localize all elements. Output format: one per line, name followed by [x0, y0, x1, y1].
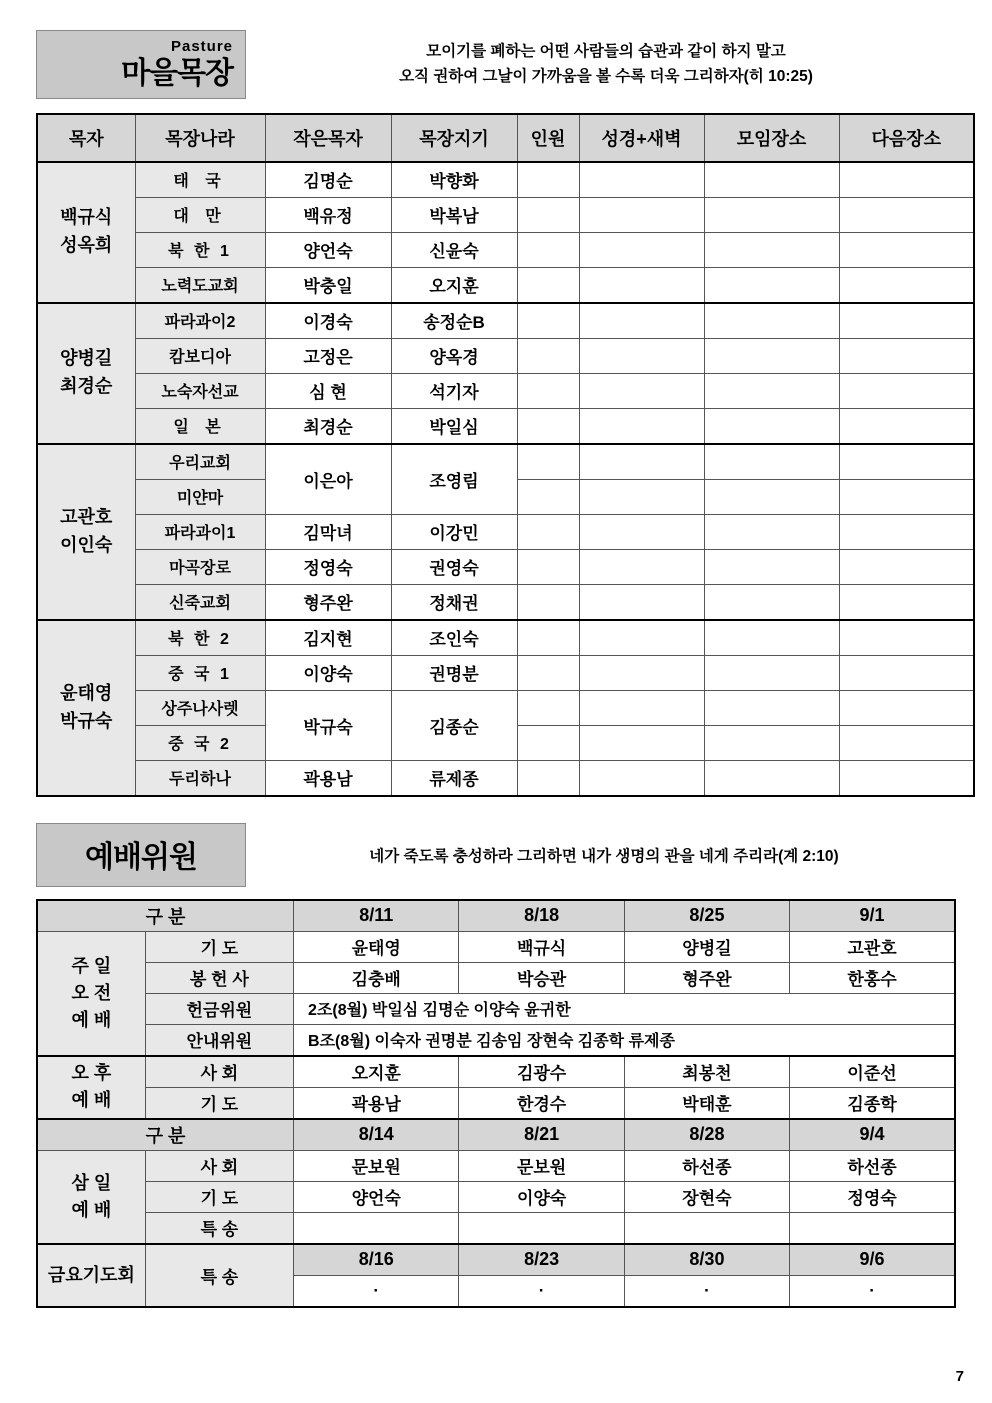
meeting-place-cell[interactable]	[704, 232, 839, 267]
cell: 곽용남	[294, 1087, 459, 1119]
meeting-place-cell[interactable]	[704, 760, 839, 796]
meeting-place-cell[interactable]	[704, 444, 839, 480]
bible-cell[interactable]	[579, 655, 704, 690]
table-row	[37, 408, 974, 444]
small-pastor-cell: 이경숙	[265, 303, 391, 339]
next-place-cell[interactable]	[839, 408, 974, 444]
next-place-cell[interactable]	[839, 620, 974, 656]
meeting-place-cell[interactable]	[704, 549, 839, 584]
bible-cell[interactable]	[579, 267, 704, 303]
table-row	[37, 993, 955, 1024]
table-row	[37, 584, 974, 620]
meeting-place-cell[interactable]	[704, 655, 839, 690]
pasture-section-header	[36, 30, 956, 99]
pastor-name-1: 고관호	[60, 506, 113, 527]
label-line-2: 예 배	[71, 1199, 112, 1220]
count-cell[interactable]	[517, 162, 579, 198]
cell: 양언숙	[294, 1181, 459, 1212]
meeting-place-cell[interactable]	[704, 690, 839, 725]
pastor-name-2: 최경순	[60, 376, 113, 396]
cell: 하선종	[790, 1150, 955, 1181]
count-cell[interactable]	[517, 725, 579, 760]
cell: 김충배	[294, 962, 459, 993]
label-line-3: 예 배	[71, 1009, 112, 1030]
small-pastor-cell: 심 현	[265, 373, 391, 408]
cell: 문보원	[294, 1150, 459, 1181]
meeting-place-cell[interactable]	[704, 338, 839, 373]
worship-date-header-row-c	[37, 1244, 955, 1276]
worship-date-header-row-a	[37, 900, 955, 932]
small-pastor-cell: 박규숙	[265, 690, 391, 760]
cell: 김광수	[459, 1056, 624, 1088]
table-row	[37, 655, 974, 690]
country-cell: 북 한 2	[135, 620, 265, 656]
country-cell: 캄보디아	[135, 338, 265, 373]
worship-title-ko: 예배위원	[85, 840, 197, 874]
cell: 정영숙	[790, 1181, 955, 1212]
bible-cell[interactable]	[579, 162, 704, 198]
next-place-cell[interactable]	[839, 197, 974, 232]
country-cell: 대 만	[135, 197, 265, 232]
cell: ·	[790, 1275, 955, 1307]
label-line-1: 주 일	[71, 955, 112, 976]
table-row	[37, 931, 955, 962]
sunday-afternoon-block-label	[37, 1056, 145, 1119]
cell: 최봉천	[624, 1056, 789, 1088]
keeper-cell: 박향화	[391, 162, 517, 198]
keeper-cell: 이강민	[391, 514, 517, 549]
col-count: 인원	[517, 114, 579, 162]
meeting-place-cell[interactable]	[704, 620, 839, 656]
date-header-b-1: 8/21	[459, 1119, 624, 1151]
table-row	[37, 549, 974, 584]
bible-cell[interactable]	[579, 725, 704, 760]
meeting-place-cell[interactable]	[704, 162, 839, 198]
country-cell: 상주나사렛	[135, 690, 265, 725]
bible-cell[interactable]	[579, 197, 704, 232]
table-row	[37, 1087, 955, 1119]
keeper-cell: 권명분	[391, 655, 517, 690]
count-cell[interactable]	[517, 760, 579, 796]
col-keeper: 목장지기	[391, 114, 517, 162]
count-cell[interactable]	[517, 655, 579, 690]
meeting-place-cell[interactable]	[704, 725, 839, 760]
keeper-cell: 신윤숙	[391, 232, 517, 267]
table-row	[37, 373, 974, 408]
pastor-cell	[37, 303, 135, 444]
country-cell: 노력도교회	[135, 267, 265, 303]
country-cell: 노숙자선교	[135, 373, 265, 408]
table-row	[37, 962, 955, 993]
cell[interactable]	[790, 1212, 955, 1244]
small-pastor-cell: 김명순	[265, 162, 391, 198]
cell: 백규식	[459, 931, 624, 962]
date-header-0: 8/11	[294, 900, 459, 932]
keeper-cell: 오지훈	[391, 267, 517, 303]
pastor-cell	[37, 620, 135, 796]
bible-cell[interactable]	[579, 373, 704, 408]
cell: 양병길	[624, 931, 789, 962]
cell: 이준선	[790, 1056, 955, 1088]
count-cell[interactable]	[517, 620, 579, 656]
small-pastor-cell: 박충일	[265, 267, 391, 303]
bible-cell[interactable]	[579, 479, 704, 514]
count-cell[interactable]	[517, 549, 579, 584]
pastor-name-1: 백규식	[60, 207, 113, 228]
cell: 박태훈	[624, 1087, 789, 1119]
col-small-pastor: 작은목자	[265, 114, 391, 162]
row-label-moderator: 사 회	[145, 1056, 293, 1088]
worship-verse: 네가 죽도록 충성하라 그리하면 내가 생명의 관을 네게 주리라(계 2:10)	[369, 847, 839, 865]
table-row	[37, 514, 974, 549]
row-label-moderator: 사 회	[145, 1150, 293, 1181]
row-label-prayer: 기 도	[145, 931, 293, 962]
date-header-b-2: 8/28	[624, 1119, 789, 1151]
bible-cell[interactable]	[579, 232, 704, 267]
date-header-c-2: 8/30	[624, 1244, 789, 1276]
pastor-cell	[37, 444, 135, 620]
next-place-cell[interactable]	[839, 444, 974, 480]
small-pastor-cell: 김막녀	[265, 514, 391, 549]
count-cell[interactable]	[517, 584, 579, 620]
country-cell: 마곡장로	[135, 549, 265, 584]
row-label-prayer: 기 도	[145, 1181, 293, 1212]
count-cell[interactable]	[517, 444, 579, 480]
sunday-morning-block-label	[37, 931, 145, 1056]
col-bible-dawn: 성경+새벽	[579, 114, 704, 162]
small-pastor-cell: 최경순	[265, 408, 391, 444]
pasture-table	[36, 113, 975, 797]
count-cell[interactable]	[517, 197, 579, 232]
date-header-b-3: 9/4	[790, 1119, 955, 1151]
bible-cell[interactable]	[579, 760, 704, 796]
table-row	[37, 1212, 955, 1244]
keeper-cell: 송정순B	[391, 303, 517, 339]
label-line-1: 오 후	[71, 1063, 112, 1083]
small-pastor-cell: 정영숙	[265, 549, 391, 584]
cell: 하선종	[624, 1150, 789, 1181]
meeting-place-cell[interactable]	[704, 514, 839, 549]
pastor-name-1: 윤태영	[60, 682, 113, 703]
country-cell: 중 국 1	[135, 655, 265, 690]
table-row	[37, 1024, 955, 1056]
pasture-title-box	[36, 30, 246, 99]
meeting-place-cell[interactable]	[704, 267, 839, 303]
row-label-offering-speech: 봉 헌 사	[145, 962, 293, 993]
country-cell: 북 한 1	[135, 232, 265, 267]
cell: 고관호	[790, 931, 955, 962]
cell: 문보원	[459, 1150, 624, 1181]
col-pastor: 목자	[37, 114, 135, 162]
pastor-name-2: 성옥희	[60, 235, 113, 255]
row-label-special-song: 특 송	[145, 1212, 293, 1244]
small-pastor-cell: 고정은	[265, 338, 391, 373]
next-place-cell[interactable]	[839, 549, 974, 584]
table-row	[37, 162, 974, 198]
meeting-place-cell[interactable]	[704, 479, 839, 514]
next-place-cell[interactable]	[839, 690, 974, 725]
meeting-place-cell[interactable]	[704, 584, 839, 620]
count-cell[interactable]	[517, 479, 579, 514]
section-label-header-b: 구 분	[37, 1119, 294, 1151]
next-place-cell[interactable]	[839, 373, 974, 408]
bible-cell[interactable]	[579, 620, 704, 656]
next-place-cell[interactable]	[839, 725, 974, 760]
table-row	[37, 197, 974, 232]
col-meeting-place: 모임장소	[704, 114, 839, 162]
next-place-cell[interactable]	[839, 338, 974, 373]
table-row	[37, 620, 974, 656]
next-place-cell[interactable]	[839, 584, 974, 620]
date-header-c-0: 8/16	[294, 1244, 459, 1276]
cell[interactable]	[459, 1212, 624, 1244]
table-row	[37, 760, 974, 796]
keeper-cell: 박복남	[391, 197, 517, 232]
small-pastor-cell: 형주완	[265, 584, 391, 620]
bible-cell[interactable]	[579, 514, 704, 549]
small-pastor-cell: 곽용남	[265, 760, 391, 796]
small-pastor-cell: 이은아	[265, 444, 391, 515]
cell: 박승관	[459, 962, 624, 993]
country-cell: 미얀마	[135, 479, 265, 514]
count-cell[interactable]	[517, 267, 579, 303]
cell: 윤태영	[294, 931, 459, 962]
cell: 장현숙	[624, 1181, 789, 1212]
bible-cell[interactable]	[579, 444, 704, 480]
keeper-cell: 류제종	[391, 760, 517, 796]
cell[interactable]	[624, 1212, 789, 1244]
keeper-cell: 권영숙	[391, 549, 517, 584]
worship-title-box	[36, 823, 246, 887]
label-line-1: 삼 일	[71, 1172, 112, 1193]
count-cell[interactable]	[517, 690, 579, 725]
row-label-usher-committee: 안내위원	[145, 1024, 293, 1056]
table-row	[37, 1181, 955, 1212]
worship-committee-table	[36, 899, 956, 1308]
pasture-table-body	[37, 162, 974, 796]
keeper-cell: 석기자	[391, 373, 517, 408]
count-cell[interactable]	[517, 373, 579, 408]
meeting-place-cell[interactable]	[704, 408, 839, 444]
count-cell[interactable]	[517, 338, 579, 373]
cell: 오지훈	[294, 1056, 459, 1088]
col-country: 목장나라	[135, 114, 265, 162]
date-header-c-1: 8/23	[459, 1244, 624, 1276]
table-row	[37, 232, 974, 267]
table-header-row	[37, 114, 974, 162]
cell: ·	[459, 1275, 624, 1307]
col-next-place: 다음장소	[839, 114, 974, 162]
table-row	[37, 303, 974, 339]
meeting-place-cell[interactable]	[704, 373, 839, 408]
row-label-prayer: 기 도	[145, 1087, 293, 1119]
count-cell[interactable]	[517, 408, 579, 444]
row-label-offering-committee: 헌금위원	[145, 993, 293, 1024]
table-row	[37, 267, 974, 303]
count-cell[interactable]	[517, 514, 579, 549]
keeper-cell: 정채권	[391, 584, 517, 620]
friday-block-label: 금요기도회	[37, 1244, 145, 1307]
country-cell: 두리하나	[135, 760, 265, 796]
bible-cell[interactable]	[579, 338, 704, 373]
meeting-place-cell[interactable]	[704, 197, 839, 232]
pasture-verse	[246, 30, 956, 99]
pasture-title-ko: 마을목장	[121, 56, 233, 90]
cell: ·	[294, 1275, 459, 1307]
next-place-cell[interactable]	[839, 303, 974, 339]
count-cell[interactable]	[517, 303, 579, 339]
keeper-cell: 김종순	[391, 690, 517, 760]
next-place-cell[interactable]	[839, 479, 974, 514]
row-label-special-song: 특 송	[145, 1244, 293, 1307]
next-place-cell[interactable]	[839, 162, 974, 198]
table-row	[37, 1150, 955, 1181]
cell: 이양숙	[459, 1181, 624, 1212]
cell: 한홍수	[790, 962, 955, 993]
meeting-place-cell[interactable]	[704, 303, 839, 339]
usher-committee-members: B조(8월) 이숙자 권명분 김송임 장현숙 김종학 류제종	[294, 1024, 955, 1056]
table-row	[37, 1056, 955, 1088]
keeper-cell: 박일심	[391, 408, 517, 444]
cell: 김종학	[790, 1087, 955, 1119]
label-line-2: 예 배	[71, 1090, 112, 1110]
next-place-cell[interactable]	[839, 655, 974, 690]
page-number: 7	[955, 1368, 964, 1385]
bible-cell[interactable]	[579, 690, 704, 725]
table-row	[37, 338, 974, 373]
pastor-cell	[37, 162, 135, 303]
country-cell: 우리교회	[135, 444, 265, 480]
country-cell: 신죽교회	[135, 584, 265, 620]
worship-date-header-row-b	[37, 1119, 955, 1151]
keeper-cell: 조영림	[391, 444, 517, 515]
count-cell[interactable]	[517, 232, 579, 267]
keeper-cell: 양옥경	[391, 338, 517, 373]
pastor-name-1: 양병길	[60, 348, 113, 369]
cell: ·	[624, 1275, 789, 1307]
worship-section-header	[36, 823, 956, 887]
date-header-2: 8/25	[624, 900, 789, 932]
country-cell: 파라과이2	[135, 303, 265, 339]
offering-committee-members: 2조(8월) 박일심 김명순 이양숙 윤귀한	[294, 993, 955, 1024]
date-header-b-0: 8/14	[294, 1119, 459, 1151]
pastor-name-2: 이인숙	[60, 534, 113, 555]
keeper-cell: 조인숙	[391, 620, 517, 656]
next-place-cell[interactable]	[839, 760, 974, 796]
country-cell: 파라과이1	[135, 514, 265, 549]
country-cell: 일 본	[135, 408, 265, 444]
section-label-header: 구 분	[37, 900, 294, 932]
bible-cell[interactable]	[579, 408, 704, 444]
date-header-1: 8/18	[459, 900, 624, 932]
small-pastor-cell: 백유정	[265, 197, 391, 232]
date-header-c-3: 9/6	[790, 1244, 955, 1276]
bible-cell[interactable]	[579, 549, 704, 584]
cell[interactable]	[294, 1212, 459, 1244]
next-place-cell[interactable]	[839, 232, 974, 267]
wednesday-block-label	[37, 1150, 145, 1244]
small-pastor-cell: 이양숙	[265, 655, 391, 690]
small-pastor-cell: 양언숙	[265, 232, 391, 267]
cell: 형주완	[624, 962, 789, 993]
pasture-title-en: Pasture	[170, 38, 233, 55]
table-row	[37, 690, 974, 725]
table-row	[37, 444, 974, 480]
pasture-verse-line2: 오직 권하여 그날이 가까움을 볼 수록 더욱 그리하자(히 10:25)	[399, 68, 813, 86]
next-place-cell[interactable]	[839, 514, 974, 549]
cell: 한경수	[459, 1087, 624, 1119]
small-pastor-cell: 김지현	[265, 620, 391, 656]
pasture-verse-line1: 모이기를 폐하는 어떤 사람들의 습관과 같이 하지 말고	[426, 42, 786, 60]
bible-cell[interactable]	[579, 584, 704, 620]
pastor-name-2: 박규숙	[60, 710, 113, 731]
country-cell: 태 국	[135, 162, 265, 198]
next-place-cell[interactable]	[839, 267, 974, 303]
label-line-2: 오 전	[71, 982, 112, 1003]
bible-cell[interactable]	[579, 303, 704, 339]
date-header-3: 9/1	[790, 900, 955, 932]
country-cell: 중 국 2	[135, 725, 265, 760]
